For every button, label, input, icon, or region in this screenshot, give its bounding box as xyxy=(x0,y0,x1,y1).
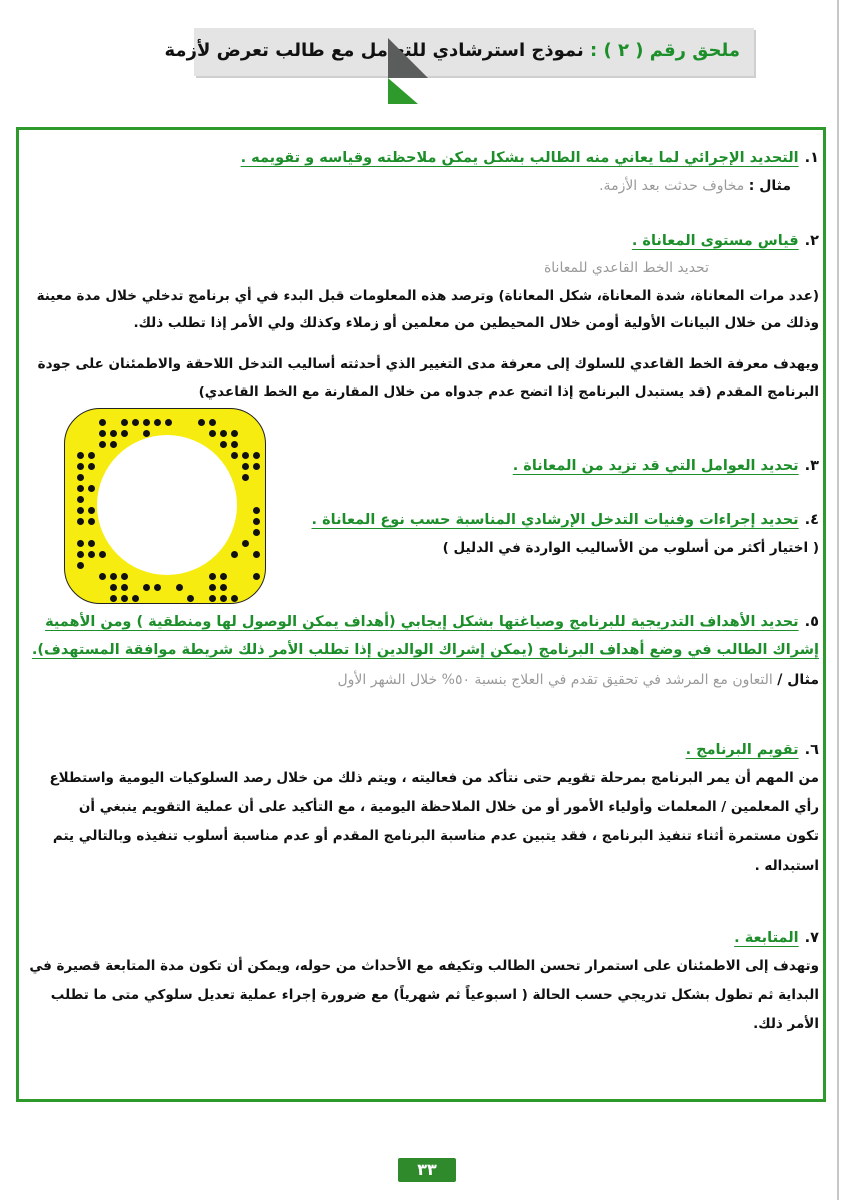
section-5-example xyxy=(40,672,819,688)
section-4-note: ( اختيار أكثر من أسلوب من الأساليب الواردة في الدليل ) xyxy=(442,540,819,556)
section-2-number: ٢. xyxy=(804,233,819,249)
snapcode-dot xyxy=(176,584,183,591)
section-6-body-line-1: من المهم أن يمر البرنامج بمرحلة تقويم حتى نتأكد من فعاليته ، ويتم ذلك من خلال رصد السلوكيات اليومية واستطلاع xyxy=(49,770,819,786)
section-3-title: تحديد العوامل التي قد تزيد من المعاناة . xyxy=(512,458,799,474)
snapcode-dot xyxy=(99,441,106,448)
snapcode-dot xyxy=(121,584,128,591)
page-title xyxy=(164,40,740,61)
snapcode-dot xyxy=(99,430,106,437)
snapcode-dot xyxy=(231,595,238,602)
snapcode-dot xyxy=(121,573,128,580)
snapcode-dot xyxy=(77,485,84,492)
section-3-number: ٣. xyxy=(804,458,819,474)
header-corner-green-shape xyxy=(388,78,418,104)
section-5-heading xyxy=(40,614,819,630)
snapcode-dot xyxy=(99,573,106,580)
section-5-title: تحديد الأهداف التدريجية للبرنامج وصياغتها بشكل إيجابي (أهداف يمكن الوصول لها ومنطقية ) ومن الأهمية xyxy=(45,614,799,630)
section-1-heading xyxy=(40,150,819,166)
snapcode-dot xyxy=(220,430,227,437)
section-7-number: ٧. xyxy=(804,930,819,946)
section-2-heading xyxy=(40,233,819,249)
section-6-number: ٦. xyxy=(804,742,819,758)
snapcode-dot xyxy=(154,584,161,591)
section-5-heading-line-2 xyxy=(31,642,819,658)
snapcode-dot xyxy=(121,419,128,426)
snapcode-image xyxy=(64,408,266,604)
appendix-title: نموذج استرشادي للتعامل مع طالب تعرض لأزمة xyxy=(164,40,584,61)
section-4-heading xyxy=(40,512,819,528)
example-label: مثال / xyxy=(777,672,819,688)
section-2-body-line-2: وذلك من خلال البيانات الأولية أومن خلال المحيطين من معلمين أو زملاء وكذلك ولي الأمر إذا تطلب ذلك. xyxy=(133,315,819,331)
snapcode-dot xyxy=(110,595,117,602)
header-corner-dark-shape xyxy=(388,38,428,78)
snapcode-dot xyxy=(220,441,227,448)
snapcode-dot xyxy=(231,430,238,437)
snapcode-dot xyxy=(121,430,128,437)
section-1-title: التحديد الإجرائي لما يعاني منه الطالب بشكل يمكن ملاحظته وقياسه و تقويمه . xyxy=(240,150,799,166)
snapcode-dot xyxy=(242,474,249,481)
example-text: مخاوف حدثت بعد الأزمة. xyxy=(599,178,745,194)
snapcode-dot xyxy=(220,595,227,602)
section-2-title: قياس مستوى المعاناة . xyxy=(631,233,799,249)
snapcode-dot xyxy=(209,584,216,591)
section-7-body-line-3: الأمر ذلك. xyxy=(753,1016,819,1032)
section-1-example xyxy=(40,178,791,194)
section-6-body-line-3: تكون مستمرة أثناء تنفيذ البرنامج ، فقد يتبين عدم مناسبة البرنامج المقدم أو عدم مناسبة أسلوب تنفيذه وبالتالي يتم xyxy=(52,828,819,844)
section-6-heading xyxy=(40,742,819,758)
snapcode-dot xyxy=(88,485,95,492)
section-3-heading xyxy=(40,458,819,474)
snapcode-dot xyxy=(77,562,84,569)
snapcode-dot xyxy=(132,419,139,426)
section-4-title: تحديد إجراءات وفنيات التدخل الإرشادي المناسبة حسب نوع المعاناة . xyxy=(311,512,799,528)
page-number-badge: ٣٣ xyxy=(398,1158,456,1182)
section-7-body-line-1: وتهدف إلى الاطمئنان على استمرار تحسن الطالب وتكيفه مع الأحداث من حوله، ويمكن أن تكون مدة المتابعة قصيرة في xyxy=(29,958,819,974)
section-4-number: ٤. xyxy=(804,512,819,528)
snapcode-dot xyxy=(99,419,106,426)
snapcode-dot xyxy=(121,595,128,602)
snapcode-dot xyxy=(253,573,260,580)
snapcode-dot xyxy=(110,430,117,437)
section-1-number: ١. xyxy=(804,150,819,166)
section-7-body-line-2: البداية ثم تطول بشكل تدريجي حسب الحالة ( اسبوعياً ثم شهرياً) مع ضرورة إجراء عملية تعديل سلوكي متى ما تطلب xyxy=(50,987,819,1003)
section-6-body-line-4: استبداله . xyxy=(754,858,819,874)
snapcode-dot xyxy=(220,584,227,591)
snapcode-dot xyxy=(209,595,216,602)
section-5-title-line-2: إشراك الطالب في وضع أهداف البرنامج (يمكن إشراك الوالدين إذا تطلب الأمر ذلك شريطة موافقة المستهدف). xyxy=(31,642,819,658)
snapcode-dot xyxy=(154,419,161,426)
snapcode-dot xyxy=(110,441,117,448)
snapcode-dot xyxy=(198,419,205,426)
snapcode-dot xyxy=(77,496,84,503)
snapcode-dot xyxy=(209,419,216,426)
section-7-heading xyxy=(40,930,819,946)
section-6-title: تقويم البرنامج . xyxy=(685,742,799,758)
section-7-title: المتابعة . xyxy=(734,930,799,946)
appendix-label: ملحق رقم ( ٢ ) : xyxy=(590,40,740,61)
snapcode-dot xyxy=(132,595,139,602)
snapcode-dot xyxy=(253,529,260,536)
section-5-number: ٥. xyxy=(804,614,819,630)
section-2-body-line-4: البرنامج المقدم (قد يستبدل البرنامج إذا اتضح عدم جدواه من خلال المقارنة مع الخط القاعدي) xyxy=(198,384,819,400)
snapcode-dot xyxy=(77,474,84,481)
snapcode-dot xyxy=(110,584,117,591)
section-2-body-line-1: (عدد مرات المعاناة، شدة المعاناة، شكل المعاناة) وترصد هذه المعلومات قبل البدء في أي برنامج تدخلي خلال مدة معينة xyxy=(36,288,819,304)
snapcode-dot xyxy=(187,595,194,602)
appendix-header xyxy=(164,28,754,76)
snapcode-dot xyxy=(209,430,216,437)
snapcode-dot xyxy=(209,573,216,580)
section-2-subheading: تحديد الخط القاعدي للمعاناة xyxy=(543,260,709,276)
page-edge-line xyxy=(837,0,839,1200)
snapcode-dot xyxy=(110,573,117,580)
snapcode-dot xyxy=(143,430,150,437)
section-6-body-line-2: رأي المعلمين / المعلمات وأولياء الأمور أو من خلال الملاحظة اليومية ، مع التأكيد على أن عملية التقويم ينبغي أن xyxy=(78,799,819,815)
example-text: التعاون مع المرشد في تحقيق تقدم في العلاج بنسبة ٥٠% خلال الشهر الأول xyxy=(337,672,773,688)
snapcode-dot xyxy=(143,584,150,591)
snapcode-dot xyxy=(143,419,150,426)
snapcode-dot xyxy=(165,419,172,426)
snapcode-dot xyxy=(220,573,227,580)
snapcode-dot xyxy=(231,441,238,448)
example-label: مثال : xyxy=(748,178,791,194)
section-2-body-line-3: ويهدف معرفة الخط القاعدي للسلوك إلى معرفة مدى التغيير الذي أحدثته أساليب التدخل اللاحقة والاطمئنان على جودة xyxy=(37,356,819,372)
